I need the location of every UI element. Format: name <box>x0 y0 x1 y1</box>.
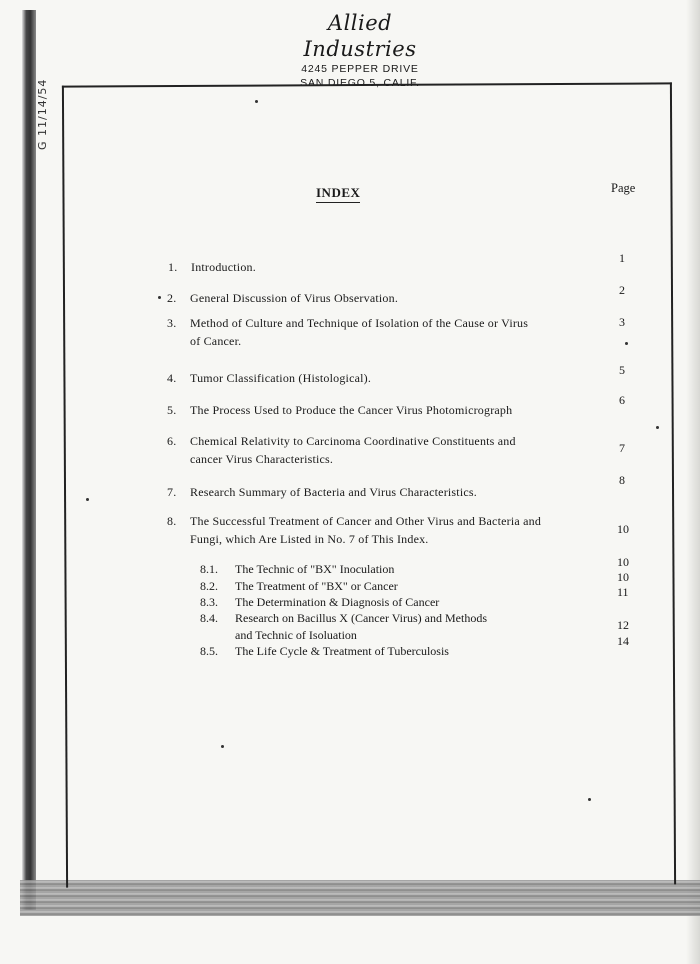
scan-speck <box>656 426 659 429</box>
entry-page-number: 10 <box>617 522 629 536</box>
entry-number: 1. <box>168 260 178 274</box>
scan-speck <box>255 100 258 103</box>
entry-page-number: 6 <box>619 393 625 407</box>
entry-text: Tumor Classification (Histological). <box>190 371 372 385</box>
entry-page-number: 5 <box>619 363 625 377</box>
entry-text: The Successful Treatment of Cancer and Other Virus and Bacteria and Fungi, which Are Listed in No. 7 of This Index. <box>190 514 542 546</box>
entry-page-number: 2 <box>619 283 625 297</box>
scan-speck <box>86 498 89 501</box>
entry-text: Chemical Relativity to Carcinoma Coordinative Constituents and cancer Virus Characteristics. <box>190 434 516 466</box>
entry-text: The Process Used to Produce the Cancer Virus Photomicrograph <box>190 403 513 417</box>
index-title: INDEX <box>316 185 360 203</box>
margin-note: G 11/14/54 <box>36 78 49 150</box>
subentry-number: 8.4. <box>200 611 218 625</box>
subentry-page-number: 10 <box>617 555 629 569</box>
entry-text: General Discussion of Virus Observation. <box>190 291 399 305</box>
scan-speck <box>158 296 161 299</box>
subentry-text: The Technic of "BX" Inoculation <box>235 562 395 576</box>
subentry-number: 8.5. <box>200 644 218 658</box>
subentry-number: 8.3. <box>200 595 218 609</box>
entry-text: Introduction. <box>191 260 256 274</box>
subentry-number: 8.2. <box>200 579 218 593</box>
subentry-page-number: 11 <box>617 585 629 599</box>
address-line-2: SAN DIEGO 5, CALIF. <box>300 77 420 89</box>
entry-page-number: 7 <box>619 441 625 455</box>
entry-number: 8. <box>167 514 177 528</box>
subentry-text: The Determination & Diagnosis of Cancer <box>235 595 440 609</box>
scan-speck <box>588 798 591 801</box>
entry-number: 4. <box>167 371 177 385</box>
company-name: Allied Industries <box>303 11 417 61</box>
scan-edge-right <box>686 0 700 964</box>
subentry-text: The Life Cycle & Treatment of Tuberculosis <box>235 644 449 658</box>
subentry-text: Research on Bacillus X (Cancer Virus) and Methods and Technic of Isoluation <box>235 611 487 642</box>
page-column-heading: Page <box>611 181 636 195</box>
entry-page-number: 3 <box>619 315 625 329</box>
entry-page-number: 8 <box>619 473 625 487</box>
scan-speck <box>625 342 628 345</box>
entry-number: 5. <box>167 403 177 417</box>
entry-number: 7. <box>167 485 177 499</box>
entry-text: Research Summary of Bacteria and Virus Characteristics. <box>190 485 477 499</box>
subentry-page-number: 10 <box>617 570 629 584</box>
letterhead <box>270 10 450 90</box>
subentry-text: The Treatment of "BX" or Cancer <box>235 579 398 593</box>
scan-edge-left <box>22 10 36 910</box>
entry-number: 2. <box>167 291 177 305</box>
entry-text: Method of Culture and Technique of Isolation of the Cause or Virus of Cancer. <box>190 316 529 348</box>
subentry-page-number: 14 <box>617 634 629 648</box>
address-line-1: 4245 PEPPER DRIVE <box>301 63 419 75</box>
entry-number: 3. <box>167 316 177 330</box>
subentry-number: 8.1. <box>200 562 218 576</box>
entry-page-number: 1 <box>619 251 625 265</box>
subentry-page-number: 12 <box>617 618 629 632</box>
scan-speck <box>221 745 224 748</box>
entry-number: 6. <box>167 434 177 448</box>
